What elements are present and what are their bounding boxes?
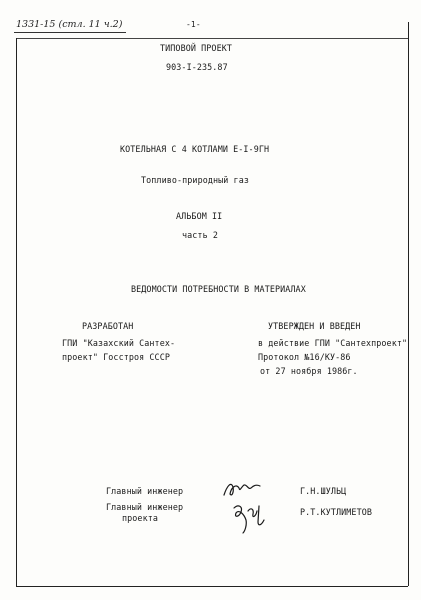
project-engineer-signature xyxy=(230,500,268,534)
frame-top-line xyxy=(16,38,408,39)
album-part: часть 2 xyxy=(182,230,218,240)
approved-date: от 27 ноября 1986г. xyxy=(260,366,358,376)
project-code: 903-I-235.87 xyxy=(166,62,228,72)
handwritten-inventory-note: 1331-15 (стл. 11 ч.2) xyxy=(16,19,123,30)
project-type-label: ТИПОВОЙ ПРОЕКТ xyxy=(160,43,232,53)
document-title: ВЕДОМОСТИ ПОТРЕБНОСТИ В МАТЕРИАЛАХ xyxy=(131,284,306,294)
inventory-note-underline xyxy=(14,32,126,33)
approved-protocol: Протокол №16/КУ-86 xyxy=(258,352,351,362)
chief-engineer-name: Г.Н.ШУЛЬЦ xyxy=(300,486,347,496)
project-engineer-role-line2: проекта xyxy=(122,513,158,523)
developed-heading: РАЗРАБОТАН xyxy=(82,321,134,331)
chief-engineer-role: Главный инженер xyxy=(106,486,184,496)
boiler-room-title: КОТЕЛЬНАЯ С 4 КОТЛАМИ Е-I-9ГН xyxy=(120,144,270,154)
frame-left-line xyxy=(16,38,17,586)
fuel-type: Топливо-природный газ xyxy=(141,175,249,185)
developed-org-line2: проект" Госстроя СССР xyxy=(62,352,170,362)
approved-line1: в действие ГПИ "Сантехпроект" xyxy=(258,338,408,348)
frame-bottom-line xyxy=(16,586,408,587)
chief-engineer-signature xyxy=(222,478,262,500)
frame-right-line xyxy=(408,22,409,586)
approved-heading: УТВЕРЖДЕН И ВВЕДЕН xyxy=(268,321,361,331)
project-engineer-name: Р.Т.КУТЛИМЕТОВ xyxy=(300,507,372,517)
page-number: -1- xyxy=(186,20,201,29)
developed-org-line1: ГПИ "Казахский Сантех- xyxy=(62,338,176,348)
album-number: АЛЬБОМ II xyxy=(176,211,223,221)
project-engineer-role-line1: Главный инженер xyxy=(106,502,184,512)
